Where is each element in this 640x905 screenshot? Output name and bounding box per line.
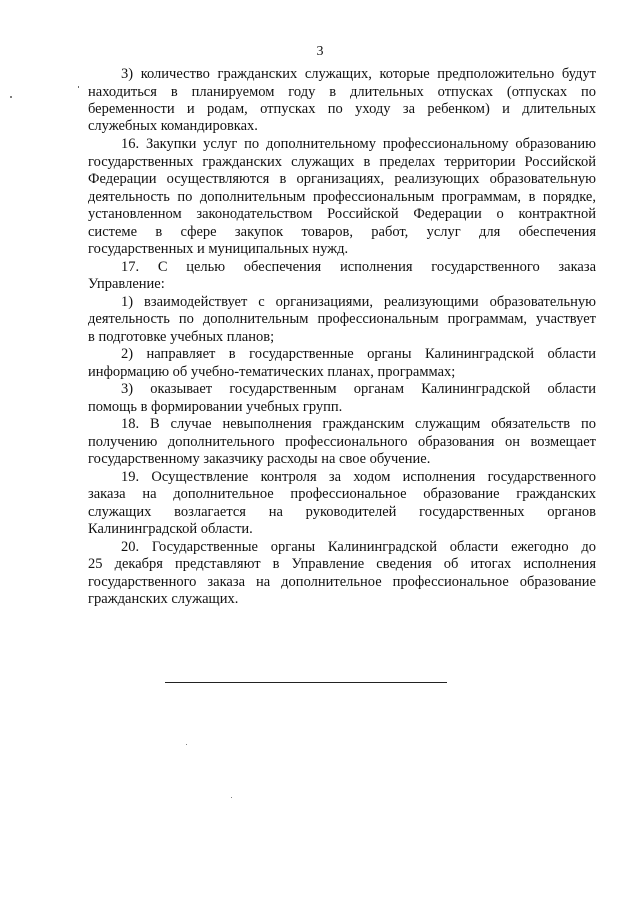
- text-line: 20. Государственные органы Калининградской области ежегодно до: [121, 539, 596, 555]
- text-line: установленном законодательством Российской Федерации о контрактной: [88, 206, 596, 222]
- text-line: в подготовке учебных планов;: [88, 329, 275, 345]
- text-line: беременности и родам, отпусках по уходу за ребенком) и длительных: [88, 101, 596, 117]
- scan-speck: [78, 86, 79, 88]
- text-line: помощь в формировании учебных групп.: [88, 399, 343, 415]
- text-line: 16. Закупки услуг по дополнительному профессиональному образованию: [121, 136, 596, 152]
- text-line: государственного заказа на дополнительное профессиональное образование: [88, 574, 596, 590]
- text-line: государственному заказчику расходы на свое обучение.: [88, 451, 431, 467]
- text-line: служащих возлагается на руководителей государственных органов: [88, 504, 596, 520]
- text-line: получению дополнительного профессионального образования он возмещает: [88, 434, 596, 450]
- text-line: 25 декабря представляют в Управление сведения об итогах исполнения: [88, 556, 596, 572]
- text-line: 17. С целью обеспечения исполнения государственного заказа: [121, 259, 596, 275]
- text-line: 2) направляет в государственные органы Калининградской области: [121, 346, 596, 362]
- scan-speck: [10, 96, 12, 98]
- text-line: деятельность по дополнительным профессиональным программам, участвует: [88, 311, 596, 327]
- text-line: Калининградской области.: [88, 521, 253, 537]
- text-line: 1) взаимодействует с организациями, реализующими образовательную: [121, 294, 596, 310]
- text-line: деятельность по дополнительным профессиональным программам, в порядке,: [88, 189, 596, 205]
- text-line: государственных гражданских служащих в пределах территории Российской: [88, 154, 596, 170]
- text-line: гражданских служащих.: [88, 591, 239, 607]
- end-divider: [165, 682, 447, 683]
- text-line: служебных командировках.: [88, 118, 258, 134]
- text-line: Управление:: [88, 276, 165, 292]
- text-line: 19. Осуществление контроля за ходом исполнения государственного: [121, 469, 596, 485]
- scan-speck: [186, 744, 187, 745]
- text-line: 3) количество гражданских служащих, которые предположительно будут: [121, 66, 596, 82]
- text-line: находиться в планируемом году в длительных отпусках (отпусках по: [88, 84, 596, 100]
- text-line: 18. В случае невыполнения гражданским служащим обязательств по: [121, 416, 596, 432]
- page-number: 3: [316, 44, 324, 59]
- text-line: 3) оказывает государственным органам Калининградской области: [121, 381, 596, 397]
- text-line: заказа на дополнительное профессиональное образование гражданских: [88, 486, 596, 502]
- scan-speck: [231, 797, 232, 798]
- text-line: информацию об учебно-тематических планах, программах;: [88, 364, 456, 380]
- text-line: Федерации осуществляются в организациях, реализующих образовательную: [88, 171, 596, 187]
- text-line: системе в сфере закупок товаров, работ, услуг для обеспечения: [88, 224, 596, 240]
- text-line: государственных и муниципальных нужд.: [88, 241, 349, 257]
